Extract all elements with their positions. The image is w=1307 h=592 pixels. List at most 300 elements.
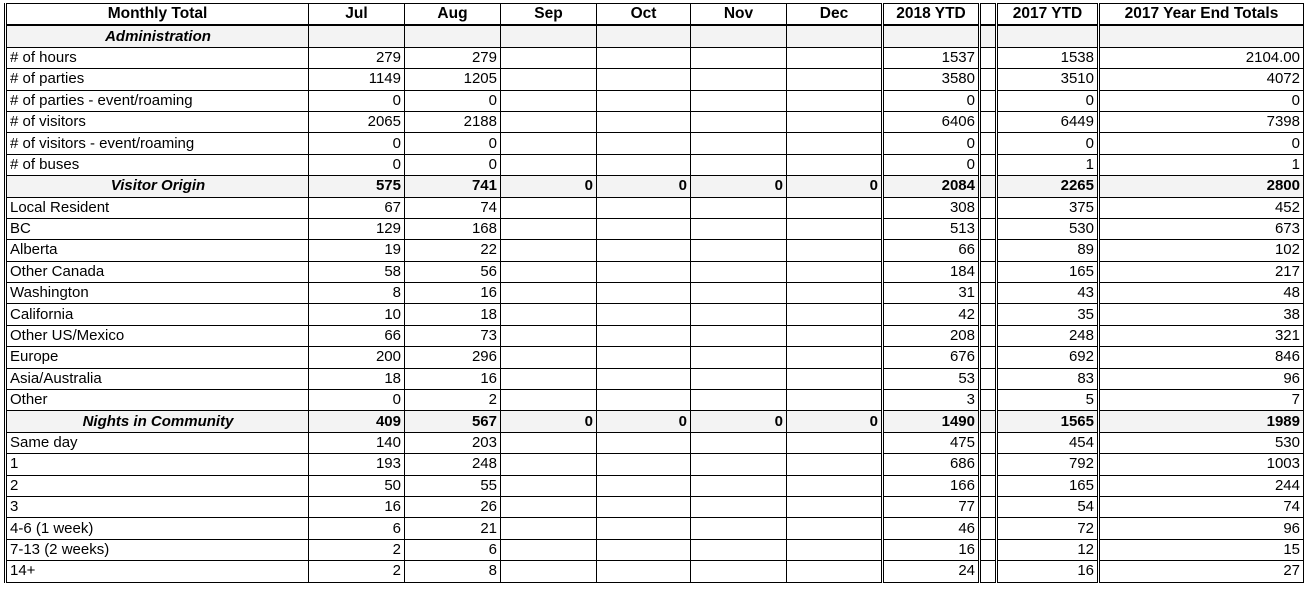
table-cell bbox=[787, 90, 883, 111]
table-cell: 1989 bbox=[1099, 411, 1304, 432]
table-cell: 203 bbox=[405, 432, 501, 453]
section-row bbox=[6, 176, 1304, 197]
table-row bbox=[6, 454, 1304, 475]
table-cell: 1205 bbox=[405, 69, 501, 90]
table-cell bbox=[691, 304, 787, 325]
table-cell: 73 bbox=[405, 325, 501, 346]
table-cell bbox=[787, 496, 883, 517]
table-cell: 16 bbox=[309, 496, 405, 517]
table-cell: 6 bbox=[309, 518, 405, 539]
table-cell bbox=[787, 347, 883, 368]
table-cell bbox=[597, 432, 691, 453]
table-cell bbox=[691, 25, 787, 47]
table-cell bbox=[597, 539, 691, 560]
row-label: Same day bbox=[6, 432, 309, 453]
row-label: # of hours bbox=[6, 47, 309, 68]
table-cell bbox=[691, 539, 787, 560]
table-cell: 452 bbox=[1099, 197, 1304, 218]
table-cell: 575 bbox=[309, 176, 405, 197]
table-cell bbox=[597, 518, 691, 539]
table-cell: 56 bbox=[405, 261, 501, 282]
table-cell bbox=[980, 561, 997, 582]
table-cell bbox=[691, 561, 787, 582]
table-cell: 2104.00 bbox=[1099, 47, 1304, 68]
table-cell bbox=[691, 390, 787, 411]
table-cell: 0 bbox=[1099, 90, 1304, 111]
table-cell: 530 bbox=[1099, 432, 1304, 453]
table-cell bbox=[787, 25, 883, 47]
table-cell bbox=[787, 368, 883, 389]
table-cell bbox=[597, 325, 691, 346]
table-cell bbox=[980, 454, 997, 475]
table-cell: 0 bbox=[501, 411, 597, 432]
table-cell: 18 bbox=[405, 304, 501, 325]
table-row bbox=[6, 539, 1304, 560]
table-cell: 140 bbox=[309, 432, 405, 453]
table-cell bbox=[691, 90, 787, 111]
table-cell: 308 bbox=[883, 197, 980, 218]
table-cell: 0 bbox=[405, 90, 501, 111]
table-cell bbox=[501, 539, 597, 560]
table-cell bbox=[691, 518, 787, 539]
table-cell: 1 bbox=[997, 154, 1099, 175]
table-cell bbox=[980, 25, 997, 47]
table-cell: 10 bbox=[309, 304, 405, 325]
table-row bbox=[6, 90, 1304, 111]
table-cell bbox=[980, 261, 997, 282]
table-cell bbox=[980, 176, 997, 197]
table-cell bbox=[501, 197, 597, 218]
table-cell: 66 bbox=[309, 325, 405, 346]
table-cell: 6406 bbox=[883, 111, 980, 132]
table-cell bbox=[980, 368, 997, 389]
table-row bbox=[6, 368, 1304, 389]
table-cell bbox=[501, 475, 597, 496]
row-label: Other bbox=[6, 390, 309, 411]
table-cell bbox=[597, 347, 691, 368]
table-cell bbox=[501, 25, 597, 47]
table-cell bbox=[787, 218, 883, 239]
table-cell bbox=[597, 283, 691, 304]
table-cell: 0 bbox=[597, 411, 691, 432]
table-cell: 2 bbox=[309, 539, 405, 560]
table-cell: 0 bbox=[1099, 133, 1304, 154]
table-cell: 1538 bbox=[997, 47, 1099, 68]
table-cell: 208 bbox=[883, 325, 980, 346]
section-label: Administration bbox=[6, 25, 309, 47]
table-cell: 58 bbox=[309, 261, 405, 282]
table-row bbox=[6, 154, 1304, 175]
row-label: # of visitors - event/roaming bbox=[6, 133, 309, 154]
table-cell: 3580 bbox=[883, 69, 980, 90]
table-cell: 83 bbox=[997, 368, 1099, 389]
table-cell bbox=[980, 432, 997, 453]
table-cell: 0 bbox=[883, 90, 980, 111]
table-cell bbox=[691, 347, 787, 368]
table-row bbox=[6, 518, 1304, 539]
table-cell: 248 bbox=[997, 325, 1099, 346]
header-jul: Jul bbox=[309, 4, 405, 26]
table-cell bbox=[691, 261, 787, 282]
table-cell bbox=[691, 111, 787, 132]
table-cell bbox=[691, 496, 787, 517]
table-cell: 0 bbox=[501, 176, 597, 197]
table-cell: 1003 bbox=[1099, 454, 1304, 475]
table-cell: 129 bbox=[309, 218, 405, 239]
table-cell: 31 bbox=[883, 283, 980, 304]
table-cell bbox=[597, 475, 691, 496]
table-cell bbox=[787, 197, 883, 218]
table-cell bbox=[597, 218, 691, 239]
header-row bbox=[6, 4, 1304, 26]
table-cell: 55 bbox=[405, 475, 501, 496]
table-cell: 43 bbox=[997, 283, 1099, 304]
table-cell bbox=[501, 261, 597, 282]
table-cell: 89 bbox=[997, 240, 1099, 261]
table-cell: 296 bbox=[405, 347, 501, 368]
table-cell: 0 bbox=[787, 411, 883, 432]
table-cell: 46 bbox=[883, 518, 980, 539]
table-cell: 279 bbox=[309, 47, 405, 68]
table-cell bbox=[980, 47, 997, 68]
table-cell bbox=[501, 518, 597, 539]
table-cell: 475 bbox=[883, 432, 980, 453]
table-cell: 279 bbox=[405, 47, 501, 68]
table-cell: 0 bbox=[405, 154, 501, 175]
table-row bbox=[6, 304, 1304, 325]
table-cell bbox=[691, 432, 787, 453]
header-2018-ytd: 2018 YTD bbox=[883, 4, 980, 26]
table-cell bbox=[997, 25, 1099, 47]
table-cell: 3510 bbox=[997, 69, 1099, 90]
table-cell bbox=[787, 518, 883, 539]
table-cell bbox=[980, 111, 997, 132]
table-row bbox=[6, 111, 1304, 132]
row-label: Europe bbox=[6, 347, 309, 368]
table-cell: 16 bbox=[405, 368, 501, 389]
table-cell: 165 bbox=[997, 261, 1099, 282]
table-cell: 0 bbox=[997, 133, 1099, 154]
table-cell bbox=[501, 111, 597, 132]
table-cell: 1 bbox=[1099, 154, 1304, 175]
table-cell bbox=[597, 240, 691, 261]
row-label: Asia/Australia bbox=[6, 368, 309, 389]
table-cell bbox=[980, 133, 997, 154]
table-cell: 16 bbox=[997, 561, 1099, 582]
table-row bbox=[6, 283, 1304, 304]
table-cell bbox=[501, 69, 597, 90]
table-cell: 2 bbox=[405, 390, 501, 411]
table-cell bbox=[787, 539, 883, 560]
table-cell bbox=[501, 283, 597, 304]
table-cell bbox=[980, 90, 997, 111]
table-cell: 77 bbox=[883, 496, 980, 517]
table-cell: 15 bbox=[1099, 539, 1304, 560]
table-row bbox=[6, 240, 1304, 261]
table-cell bbox=[691, 218, 787, 239]
table-cell bbox=[787, 283, 883, 304]
table-cell bbox=[787, 475, 883, 496]
table-cell: 0 bbox=[597, 176, 691, 197]
table-cell: 168 bbox=[405, 218, 501, 239]
table-cell: 454 bbox=[997, 432, 1099, 453]
table-cell bbox=[597, 304, 691, 325]
table-cell bbox=[787, 304, 883, 325]
table-cell bbox=[980, 240, 997, 261]
table-cell: 54 bbox=[997, 496, 1099, 517]
table-cell: 96 bbox=[1099, 518, 1304, 539]
table-cell: 42 bbox=[883, 304, 980, 325]
table-cell: 53 bbox=[883, 368, 980, 389]
table-cell: 50 bbox=[309, 475, 405, 496]
table-cell bbox=[787, 69, 883, 90]
table-cell bbox=[597, 154, 691, 175]
table-cell bbox=[501, 454, 597, 475]
table-cell bbox=[980, 283, 997, 304]
table-cell: 686 bbox=[883, 454, 980, 475]
table-cell bbox=[597, 496, 691, 517]
table-cell: 0 bbox=[883, 154, 980, 175]
table-cell bbox=[1099, 25, 1304, 47]
table-cell: 102 bbox=[1099, 240, 1304, 261]
table-cell: 741 bbox=[405, 176, 501, 197]
table-cell bbox=[501, 325, 597, 346]
table-cell: 1565 bbox=[997, 411, 1099, 432]
table-row bbox=[6, 261, 1304, 282]
table-cell bbox=[980, 304, 997, 325]
table-cell: 846 bbox=[1099, 347, 1304, 368]
table-cell bbox=[597, 69, 691, 90]
table-cell: 16 bbox=[405, 283, 501, 304]
monthly-totals-table bbox=[4, 3, 1304, 583]
table-cell bbox=[980, 475, 997, 496]
table-cell: 321 bbox=[1099, 325, 1304, 346]
table-cell: 375 bbox=[997, 197, 1099, 218]
table-cell: 38 bbox=[1099, 304, 1304, 325]
table-cell bbox=[597, 561, 691, 582]
row-label: Other Canada bbox=[6, 261, 309, 282]
table-cell bbox=[787, 240, 883, 261]
table-cell bbox=[501, 133, 597, 154]
table-cell bbox=[501, 154, 597, 175]
table-cell bbox=[980, 347, 997, 368]
table-cell: 67 bbox=[309, 197, 405, 218]
table-cell: 74 bbox=[1099, 496, 1304, 517]
header-2017-year-end: 2017 Year End Totals bbox=[1099, 4, 1304, 26]
table-row bbox=[6, 325, 1304, 346]
header-2017-ytd: 2017 YTD bbox=[997, 4, 1099, 26]
table-cell: 48 bbox=[1099, 283, 1304, 304]
table-cell: 18 bbox=[309, 368, 405, 389]
row-label: California bbox=[6, 304, 309, 325]
table-cell bbox=[980, 390, 997, 411]
table-cell: 673 bbox=[1099, 218, 1304, 239]
table-cell: 217 bbox=[1099, 261, 1304, 282]
table-cell bbox=[691, 69, 787, 90]
table-cell bbox=[980, 496, 997, 517]
table-row bbox=[6, 133, 1304, 154]
table-cell: 6449 bbox=[997, 111, 1099, 132]
row-label: Local Resident bbox=[6, 197, 309, 218]
row-label: Washington bbox=[6, 283, 309, 304]
table-cell bbox=[597, 111, 691, 132]
table-cell bbox=[691, 368, 787, 389]
table-cell bbox=[980, 325, 997, 346]
table-cell bbox=[787, 111, 883, 132]
table-cell: 2265 bbox=[997, 176, 1099, 197]
row-label: 4-6 (1 week) bbox=[6, 518, 309, 539]
header-sep: Sep bbox=[501, 4, 597, 26]
table-cell: 5 bbox=[997, 390, 1099, 411]
section-row bbox=[6, 411, 1304, 432]
table-cell: 72 bbox=[997, 518, 1099, 539]
table-cell: 0 bbox=[691, 176, 787, 197]
table-row bbox=[6, 561, 1304, 582]
table-cell: 248 bbox=[405, 454, 501, 475]
row-label: 2 bbox=[6, 475, 309, 496]
table-body bbox=[6, 25, 1304, 582]
table-cell bbox=[501, 432, 597, 453]
table-cell bbox=[597, 454, 691, 475]
table-cell bbox=[597, 197, 691, 218]
table-cell bbox=[787, 325, 883, 346]
table-cell bbox=[691, 454, 787, 475]
section-label: Visitor Origin bbox=[6, 176, 309, 197]
table-cell bbox=[787, 154, 883, 175]
table-cell: 35 bbox=[997, 304, 1099, 325]
table-cell bbox=[405, 25, 501, 47]
table-cell: 16 bbox=[883, 539, 980, 560]
table-cell bbox=[597, 90, 691, 111]
table-cell bbox=[980, 197, 997, 218]
table-cell bbox=[501, 47, 597, 68]
table-row bbox=[6, 47, 1304, 68]
table-cell: 2800 bbox=[1099, 176, 1304, 197]
table-cell: 193 bbox=[309, 454, 405, 475]
header-spacer bbox=[980, 4, 997, 26]
table-cell: 184 bbox=[883, 261, 980, 282]
header-oct: Oct bbox=[597, 4, 691, 26]
table-cell: 26 bbox=[405, 496, 501, 517]
row-label: BC bbox=[6, 218, 309, 239]
table-cell bbox=[691, 133, 787, 154]
table-cell: 0 bbox=[309, 133, 405, 154]
table-cell: 0 bbox=[405, 133, 501, 154]
table-cell bbox=[691, 325, 787, 346]
table-cell: 200 bbox=[309, 347, 405, 368]
table-cell bbox=[691, 154, 787, 175]
table-cell bbox=[787, 390, 883, 411]
row-label: Alberta bbox=[6, 240, 309, 261]
table-row bbox=[6, 69, 1304, 90]
table-cell: 22 bbox=[405, 240, 501, 261]
table-cell: 1149 bbox=[309, 69, 405, 90]
table-row bbox=[6, 197, 1304, 218]
row-label: 3 bbox=[6, 496, 309, 517]
table-cell: 2188 bbox=[405, 111, 501, 132]
table-cell: 0 bbox=[787, 176, 883, 197]
table-cell bbox=[501, 561, 597, 582]
table-row bbox=[6, 218, 1304, 239]
table-row bbox=[6, 390, 1304, 411]
table-cell bbox=[597, 368, 691, 389]
table-cell: 0 bbox=[309, 90, 405, 111]
section-row bbox=[6, 25, 1304, 47]
table-cell bbox=[787, 561, 883, 582]
row-label: # of visitors bbox=[6, 111, 309, 132]
section-label: Nights in Community bbox=[6, 411, 309, 432]
table-cell: 6 bbox=[405, 539, 501, 560]
table-cell bbox=[787, 432, 883, 453]
table-row bbox=[6, 432, 1304, 453]
table-cell bbox=[597, 390, 691, 411]
table-cell: 7398 bbox=[1099, 111, 1304, 132]
table-cell: 24 bbox=[883, 561, 980, 582]
table-cell bbox=[883, 25, 980, 47]
table-cell: 0 bbox=[309, 154, 405, 175]
table-cell: 2084 bbox=[883, 176, 980, 197]
table-cell: 2065 bbox=[309, 111, 405, 132]
table-cell bbox=[597, 133, 691, 154]
table-cell: 0 bbox=[691, 411, 787, 432]
table-cell: 74 bbox=[405, 197, 501, 218]
table-cell bbox=[980, 411, 997, 432]
table-cell bbox=[691, 47, 787, 68]
table-cell bbox=[980, 69, 997, 90]
row-label: # of buses bbox=[6, 154, 309, 175]
table-cell bbox=[787, 454, 883, 475]
table-cell bbox=[597, 261, 691, 282]
header-nov: Nov bbox=[691, 4, 787, 26]
table-cell: 409 bbox=[309, 411, 405, 432]
table-cell: 96 bbox=[1099, 368, 1304, 389]
table-cell bbox=[501, 240, 597, 261]
table-cell bbox=[980, 154, 997, 175]
table-cell bbox=[691, 475, 787, 496]
table-cell bbox=[691, 283, 787, 304]
table-cell: 792 bbox=[997, 454, 1099, 475]
table-cell bbox=[691, 240, 787, 261]
table-cell bbox=[501, 496, 597, 517]
table-cell bbox=[501, 347, 597, 368]
table-cell: 8 bbox=[309, 283, 405, 304]
table-cell bbox=[597, 47, 691, 68]
table-cell: 0 bbox=[309, 390, 405, 411]
table-cell bbox=[501, 368, 597, 389]
table-cell bbox=[787, 133, 883, 154]
table-cell: 4072 bbox=[1099, 69, 1304, 90]
table-cell: 530 bbox=[997, 218, 1099, 239]
table-cell: 66 bbox=[883, 240, 980, 261]
table-row bbox=[6, 347, 1304, 368]
table-cell bbox=[501, 304, 597, 325]
table-cell bbox=[787, 47, 883, 68]
row-label: 1 bbox=[6, 454, 309, 475]
table-cell: 513 bbox=[883, 218, 980, 239]
table-cell bbox=[501, 218, 597, 239]
table-cell: 244 bbox=[1099, 475, 1304, 496]
table-cell: 567 bbox=[405, 411, 501, 432]
table-cell: 12 bbox=[997, 539, 1099, 560]
table-cell: 2 bbox=[309, 561, 405, 582]
table-cell bbox=[501, 90, 597, 111]
table-row bbox=[6, 496, 1304, 517]
row-label: Other US/Mexico bbox=[6, 325, 309, 346]
table-cell bbox=[787, 261, 883, 282]
table-cell bbox=[980, 518, 997, 539]
row-label: 7-13 (2 weeks) bbox=[6, 539, 309, 560]
table-cell: 8 bbox=[405, 561, 501, 582]
